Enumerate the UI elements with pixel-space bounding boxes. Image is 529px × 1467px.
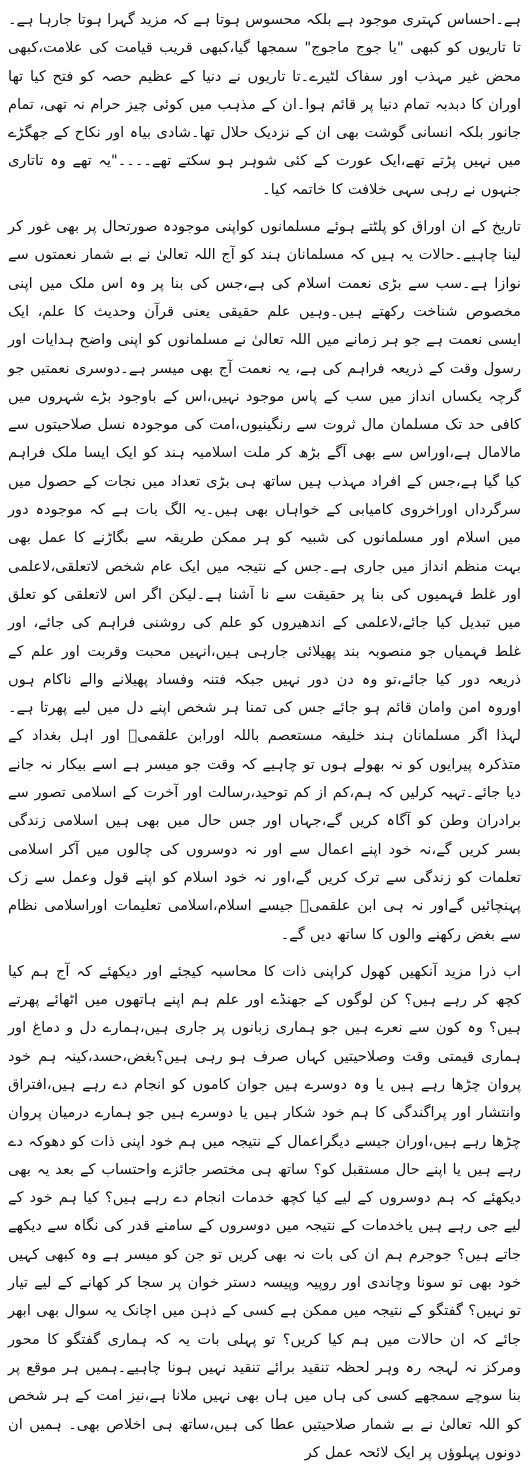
article-paragraph: تاریخ کے ان اوراق کو پلٹتے ہوئے مسلمانوں کواپنی موجودہ صورتحال پر بھی غور کر لینا چاہیے۔حالات یہ ہیں کہ مسلمانان ہند کو آج اللہ تعالیٰ نے بے شمار نعمتوں سے نوازا ہے۔سب سے بڑی نعمت اسلام کی ہے،جس کی بنا پر وہ اس ملک میں اپنی مخصوص شناخت رکھتے ہیں۔وہیں علم حقیقی یعنی قرآن وحدیث کا علم، ایک ایسی نعمت ہے جو ہر زمانے میں اللہ تعالیٰ نے مسلمانوں کو اپنی واضح ہدایات اور رسول وقت کے ذریعہ فراہم کی ہے، یہ نعمت آج بھی میسر ہے۔دوسری نعمتیں جو گرچہ یکساں انداز میں سب کے پاس موجود نہیں،اس کے باوجود بڑے شہروں میں کافی حد تک مسلمان مال ثروت سے رنگینیوں،امت کی موجودہ نسل صلاحیتوں سے مالامال ہے،اوراس سے بھی آگے بڑھ کر ملت اسلامیہ ہند کو ایک ایسا ملک فراہم کیا گیا ہے،جس کے افراد مہذب ہیں ساتھ ہی بڑی تعداد میں نجات کے حصول میں سرگرداں اوراخروی کامیابی کے خواہاں بھی ہیں۔یہ الگ بات ہے کہ موجودہ دور میں اسلام اور مسلمانوں کی شبیہ کو ہر ممکن طریقہ سے بگاڑنے کا عمل بھی بہت منظم انداز میں جاری ہے۔جس کے نتیجہ میں ایک عام شخص لاتعلقی،لاعلمی اور غلط فہمیوں کی بنا پر حقیقت سے نا آشنا ہے۔لیکن اگر اس لاتعلقی کو تعلق میں تبدیل کیا جائے،لاعلمی کے اندھیروں کو علم کی روشنی فراہم کی جائے، اور غلط فہمیاں جو منصوبہ بند پھیلائی جارہی ہیں،انہیں محبت وقربت اور علم کے ذریعہ دور کیا جائے،تو وہ دن دور نہیں جبکہ فتنہ وفساد پھیلانے والے ناکام ہوں اوروہ امن وامان قائم ہو جائے جس کی تمنا ہر شخص اپنے دل میں لیے پھرتا ہے۔لہذا اگر مسلمانان ہند خلیفہ مستعصم باللہ اورابن علقمیؒ اور اہل بغداد کے متذکرہ پیرایوں کو نہ بھولے ہوں تو چاہیے کہ وقت جو میسر ہے اسے بیکار نہ جانے دیا جائے۔تہیہ کرلیں کہ ہم،کم از کم توحید،رسالت اور آخرت کے اسلامی تصور سے برادران وطن کو آگاہ کریں گے،جہاں اور جس حال میں بھی ہیں اسلامی زندگی بسر کریں گے،نہ خود اپنے اعمال سے اور نہ دوسروں کی چالوں میں آکر اسلامی تعلمات کو زندگی سے ترک کریں گے،اور نہ خود اسلام کو اپنے قول وعمل سے زک پہنچائیں گےاور نہ ہی ابن علقمیؒ جیسے اسلام،اسلامی تعلیمات اوراسلامی نظام سے بغض رکھنے والوں کا ساتھ دیں گے۔ — [8, 218, 521, 943]
article-paragraph: ہے۔احساس کہتری موجود ہے بلکہ محسوس ہوتا ہے کہ مزید گہرا ہوتا جارہا ہے۔تا تاریوں کو کبھی "یا جوج ماجوج" سمجھا گیا،کبھی قریب قیامت کی علامت،کبھی محض غیر مہذب اور سفاک لٹیرے۔تا تاریوں نے دنیا کے عظیم حصہ کو فتح کیا تھا اوران کا دبدبہ تمام دنیا پر قائم ہوا۔ان کے مذہب میں کوئی چیز حرام نہ تھی، تمام جانور بلکہ انسانی گوشت بھی ان کے نزدیک حلال تھا۔شادی بیاہ اور نکاح کے جھگڑے میں نہیں پڑتے تھے،ایک عورت کے کئی شوہر ہو سکتے تھے۔۔۔۔"یہ تھے وہ تاتاری جنہوں نے رہی سہی خلافت کا خاتمہ کیا۔ — [8, 11, 521, 198]
article-paragraph: اب ذرا مزید آنکھیں کھول کراپنی ذات کا محاسبہ کیجئے اور دیکھئے کہ آج ہم کیا کچھ کر رہے ہیں؟ کن لوگوں کے جھنڈے اور علم ہم اپنے ہاتھوں میں اٹھائے پھرتے ہیں؟ وہ کون سے نعرے ہیں جو ہماری زبانوں پر جاری ہیں،ہمارے دل و دماغ اور ہماری قیمتی وقت وصلاحیتیں کہاں صرف ہو رہی ہیں؟بغض،حسد،کینہ ہم خود پروان چڑھا رہے ہیں یا وہ دوسرے ہیں جوان کاموں کو انجام دے رہے ہیں،افتراق وانتشار اور پراگندگی کا ہم خود شکار ہیں یا دوسرے ہیں جو ہمارے درمیان پروان چڑھا رہے ہیں،اوران جیسے دیگراعمال کے نتیجہ میں ہم خود اپنی ذات کو دھوکہ دے رہے ہیں یا اپنے حال مستقبل کو؟ ساتھ ہی مختصر جائزے واحتساب کے بعد یہ بھی دیکھئے کہ ہم دوسروں کے لیے کیا کچھ خدمات انجام دے رہے ہیں؟ کیا ہم خود کے لیے جی رہے ہیں یاخدمات کے نتیجہ میں دوسروں کے سامنے قدر کی نگاہ سے دیکھے جاتے ہیں؟ جوجرم ہم ان کی بات نہ بھی کریں تو جن کو میسر ہے وہ کبھی کہیں خود بھی تو سونا وچاندی اور روپیہ وپیسہ دستر خوان پر سجا کر کھانے کے لیے تیار تو نہیں؟ گفتگو کے نتیجہ میں ممکن ہے کسی کے ذہن میں اچانک یہ سوال بھی ابھر جائے کہ ان حالات میں ہم کیا کریں؟ تو پہلی بات یہ کہ ہماری گفتگو کا محور ومرکز نہ لہجہ رہ وہر لحظہ تنقید برائے تنقید نہیں ہونا چاہیے۔ہمیں ہر موقع پر بنا سوچے سمجھے کسی کی ہاں میں ہاں بھی نہیں ملانا ہے،نیز امت کے ہر شخص کو اللہ تعالیٰ نے بے شمار صلاحیتیں عطا کی ہیں،ساتھ ہی اخلاص بھی۔ ہمیں ان دونوں پہلوؤں پر ایک لائحہ عمل کر — [8, 962, 521, 1461]
